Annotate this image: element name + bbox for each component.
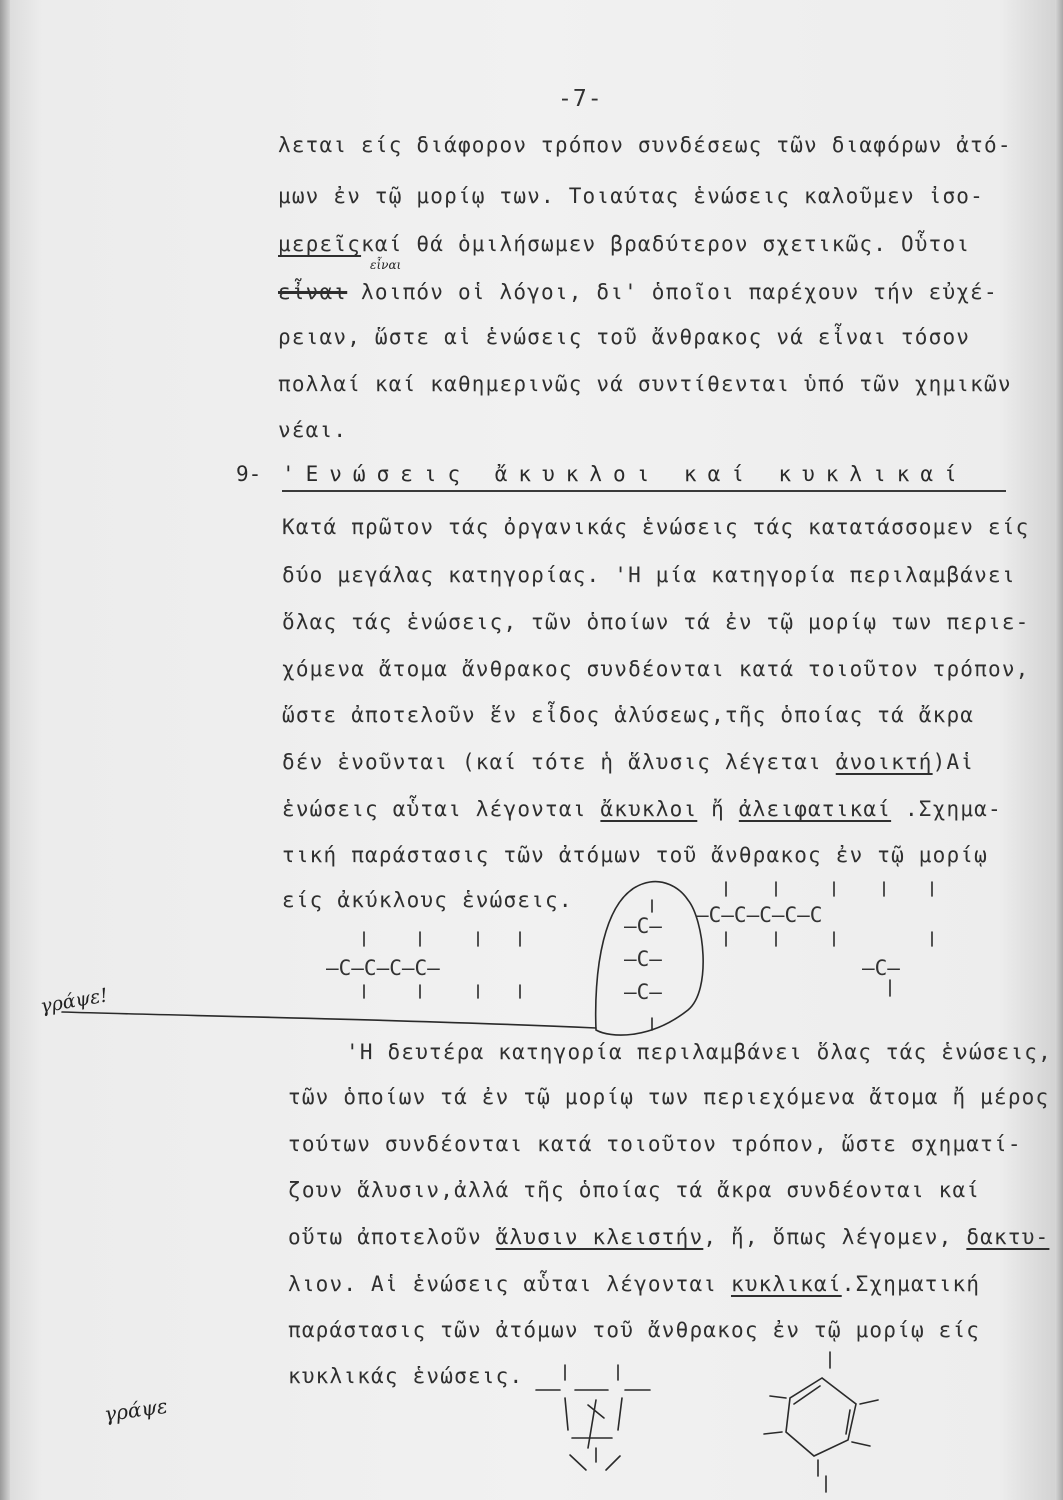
margin-note-bottom: γράψε — [102, 1393, 170, 1427]
para1-line-4: εἶναι λοιπόν οἱ λόγοι, δι' ὁποῖοι παρέχουν τήν εὐχέ- — [278, 280, 998, 304]
para3-line-4: ζουν ἅλυσιν,ἀλλά τῆς ὁποίας τά ἄκρα συνδέονται καί — [288, 1178, 981, 1202]
isomereis-underlined: μερεῖς — [278, 232, 362, 256]
para2-line-7: ἑνώσεις αὗται λέγονται ἄκυκλοι ἤ ἀλειφατικαί .Σχημα- — [282, 797, 1002, 821]
daktylion-underlined: δακτυ- — [966, 1225, 1050, 1249]
isomereis-word: ἰσο- — [928, 184, 984, 208]
acyclic-chain-formula-2: –C–C–C–C–C — [696, 903, 823, 927]
para1-line-3: μερεῖςκαί θά ὁμιλήσωμεν βραδύτερον σχετικῶς. Οὗτοι — [278, 232, 971, 256]
handwritten-insert: εἶναι — [370, 258, 402, 272]
para2-line-6: δέν ἑνοῦνται (καί τότε ἡ ἅλυσις λέγεται ἀνοικτή)Αἱ — [282, 750, 975, 774]
para3-line-3: τούτων συνδέονται κατά τοιοῦτον τρόπον, ὥστε σχηματί- — [288, 1132, 1022, 1156]
margin-stroke — [62, 1012, 596, 1028]
substituent-formula: –C– — [862, 956, 900, 980]
page-number: -7- — [558, 86, 603, 112]
para1-line-6: πολλαί καί καθημερινῶς νά συντίθενται ὑπό τῶν χημικῶν — [278, 372, 1012, 396]
para2-line-4: χόμενα ἄτομα ἄνθρακος συνδέονται κατά τοιοῦτον τρόπον, — [282, 657, 1030, 681]
kyklikai-underlined: κυκλικαί — [730, 1272, 842, 1296]
branch-formula: –C– –C– –C– — [624, 914, 662, 1004]
para2-line-2: δύο μεγάλας κατηγορίας. 'Η μία κατηγορία περιλαμβάνει — [282, 563, 1016, 587]
bond-ticks-chain-2 — [652, 882, 932, 1030]
cyclic-formula-sketch-2 — [764, 1352, 878, 1492]
acyclic-chain-formula: –C–C–C–C– — [326, 956, 440, 980]
anoikti-underlined: ἀνοικτή — [835, 750, 933, 774]
para3-line-2: τῶν ὁποίων τά ἐν τῷ μορίῳ των περιεχόμενα ἄτομα ἤ μέρος — [288, 1085, 1050, 1109]
para2-line-9: είς ἀκύκλους ἑνώσεις. — [282, 888, 573, 912]
para3-line-5: οὕτω ἀποτελοῦν ἅλυσιν κλειστήν, ἤ, ὅπως λέγομεν, δακτυ- — [288, 1225, 1050, 1249]
cyclic-formula-sketch-1 — [536, 1365, 650, 1470]
margin-note-top: γράψε! — [38, 984, 110, 1018]
section-number: 9- — [236, 462, 262, 486]
para2-line-8: τική παράστασις τῶν ἀτόμων τοῦ ἄνθρακος ἐν τῷ μορίῳ — [282, 843, 988, 867]
aleifatikai-underlined: ἀλειφατικαί — [738, 797, 892, 821]
para3-line-7: παράστασις τῶν ἀτόμων τοῦ ἄνθρακος ἐν τῷ μορίῳ είς — [288, 1318, 981, 1342]
para1-line-7: νέαι. — [278, 418, 348, 442]
struck-word: εἶναι — [278, 280, 348, 304]
circled-branch — [596, 882, 703, 1036]
akykloi-underlined: ἄκυκλοι — [600, 797, 698, 821]
section-heading: 'Ενώσεις ἄκυκλοι καί κυκλικαί — [282, 462, 968, 486]
para1-line-1: λεται είς διάφορον τρόπον συνδέσεως τῶν διαφόρων ἀτό- — [278, 133, 1012, 157]
para3-line-8: κυκλικάς ἑνώσεις. — [288, 1364, 524, 1388]
para3-line-1: 'Η δευτέρα κατηγορία περιλαμβάνει ὅλας τάς ἑνώσεις, — [346, 1040, 1052, 1064]
para1-line-5: ρειαν, ὥστε αἱ ἑνώσεις τοῦ ἄνθρακος νά εἶναι τόσον — [278, 325, 971, 349]
para2-line-1: Κατά πρῶτον τάς ὀργανικάς ἑνώσεις τάς κατατάσσομεν είς — [282, 515, 1030, 539]
para1-line-2: μων ἐν τῷ μορίῳ των. Τοιαύτας ἑνώσεις καλοῦμεν ἰσο- — [278, 184, 984, 208]
bond-ticks-chain-1 — [364, 932, 520, 998]
para2-line-5: ὥστε ἀποτελοῦν ἕν εἶδος ἁλύσεως,τῆς ὁποίας τά ἄκρα — [282, 703, 975, 727]
para2-line-3: ὅλας τάς ἑνώσεις, τῶν ὁποίων τά ἐν τῷ μορίῳ των περιε- — [282, 610, 1030, 634]
alysin-kleistin-underlined: ἅλυσιν κλειστήν — [495, 1225, 704, 1249]
para3-line-6: λιον. Αἱ ἑνώσεις αὗται λέγονται κυκλικαί.Σχηματική — [288, 1272, 981, 1296]
